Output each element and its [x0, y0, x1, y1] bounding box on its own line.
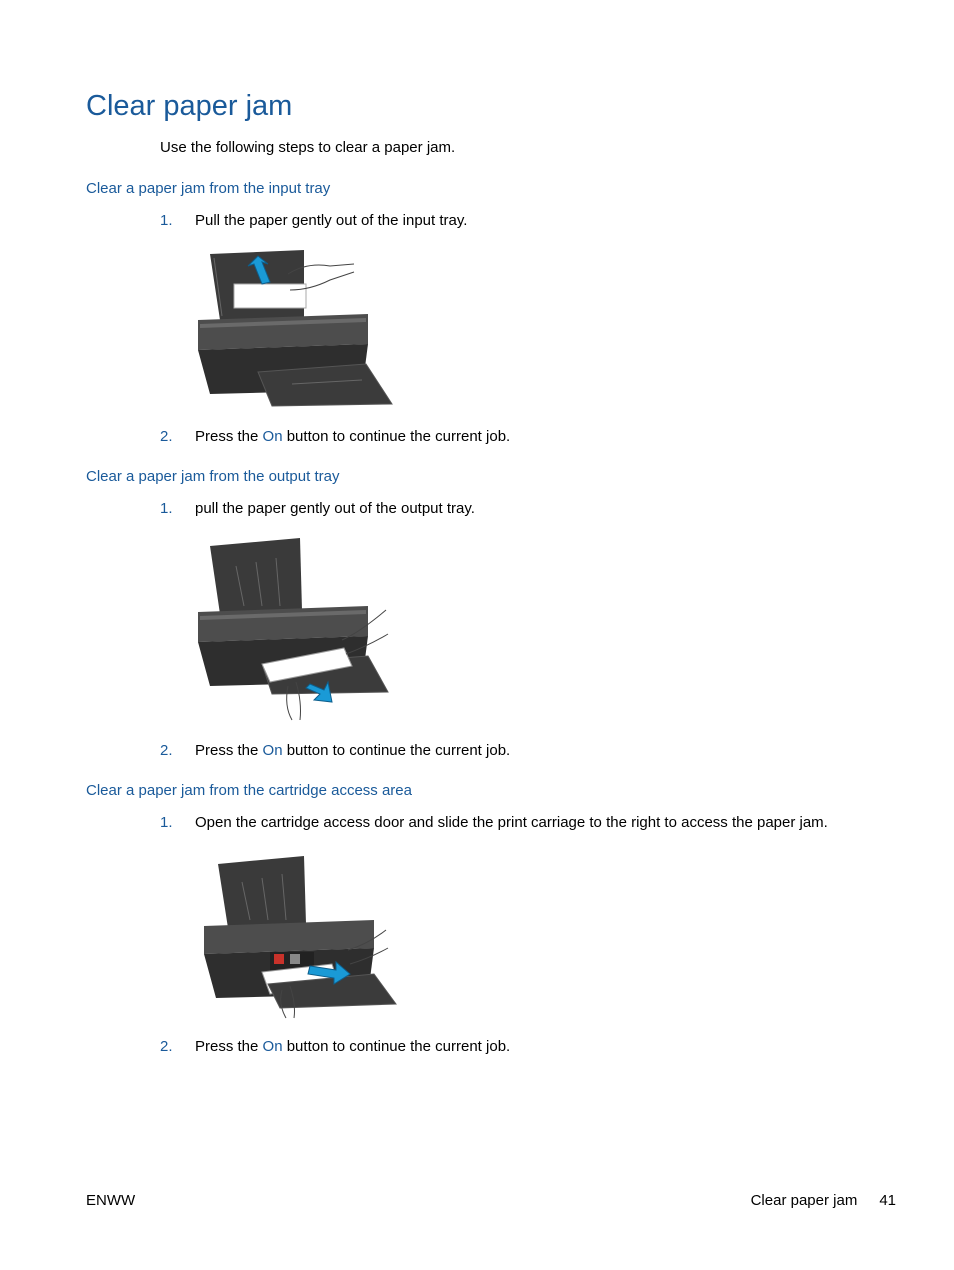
footer-right: [751, 1192, 896, 1209]
step-number: 2.: [160, 428, 173, 445]
step-number: 2.: [160, 1038, 173, 1055]
footer-left: ENWW: [86, 1192, 136, 1209]
on-button-label: On: [262, 742, 283, 759]
intro-text: Use the following steps to clear a paper jam.: [160, 139, 456, 156]
on-button-label: On: [262, 428, 283, 445]
step-text: pull the paper gently out of the output tray.: [195, 500, 475, 517]
footer-section-title: Clear paper jam: [750, 1192, 858, 1209]
section-heading-input-tray: Clear a paper jam from the input tray: [86, 180, 331, 197]
printer-cartridge-access-illustration: [198, 854, 404, 1020]
section-heading-output-tray: Clear a paper jam from the output tray: [86, 468, 340, 485]
step-text: Pull the paper gently out of the input tray.: [195, 212, 468, 229]
printer-input-tray-illustration: [192, 244, 398, 410]
section-heading-cartridge-access: Clear a paper jam from the cartridge access area: [86, 782, 412, 799]
page-number: 41: [879, 1192, 896, 1209]
on-button-label: On: [262, 1038, 283, 1055]
step-number: 1.: [160, 212, 173, 229]
step-number: 1.: [160, 814, 173, 831]
step-text: Press the On button to continue the current job.: [195, 428, 511, 445]
step-number: 2.: [160, 742, 173, 759]
step-text: Open the cartridge access door and slide the print carriage to the right to access the paper jam.: [195, 814, 828, 831]
page-title: Clear paper jam: [86, 90, 293, 122]
step-number: 1.: [160, 500, 173, 517]
step-text: Press the On button to continue the current job.: [195, 1038, 511, 1055]
step-text: Press the On button to continue the current job.: [195, 742, 511, 759]
printer-output-tray-illustration: [192, 536, 398, 722]
